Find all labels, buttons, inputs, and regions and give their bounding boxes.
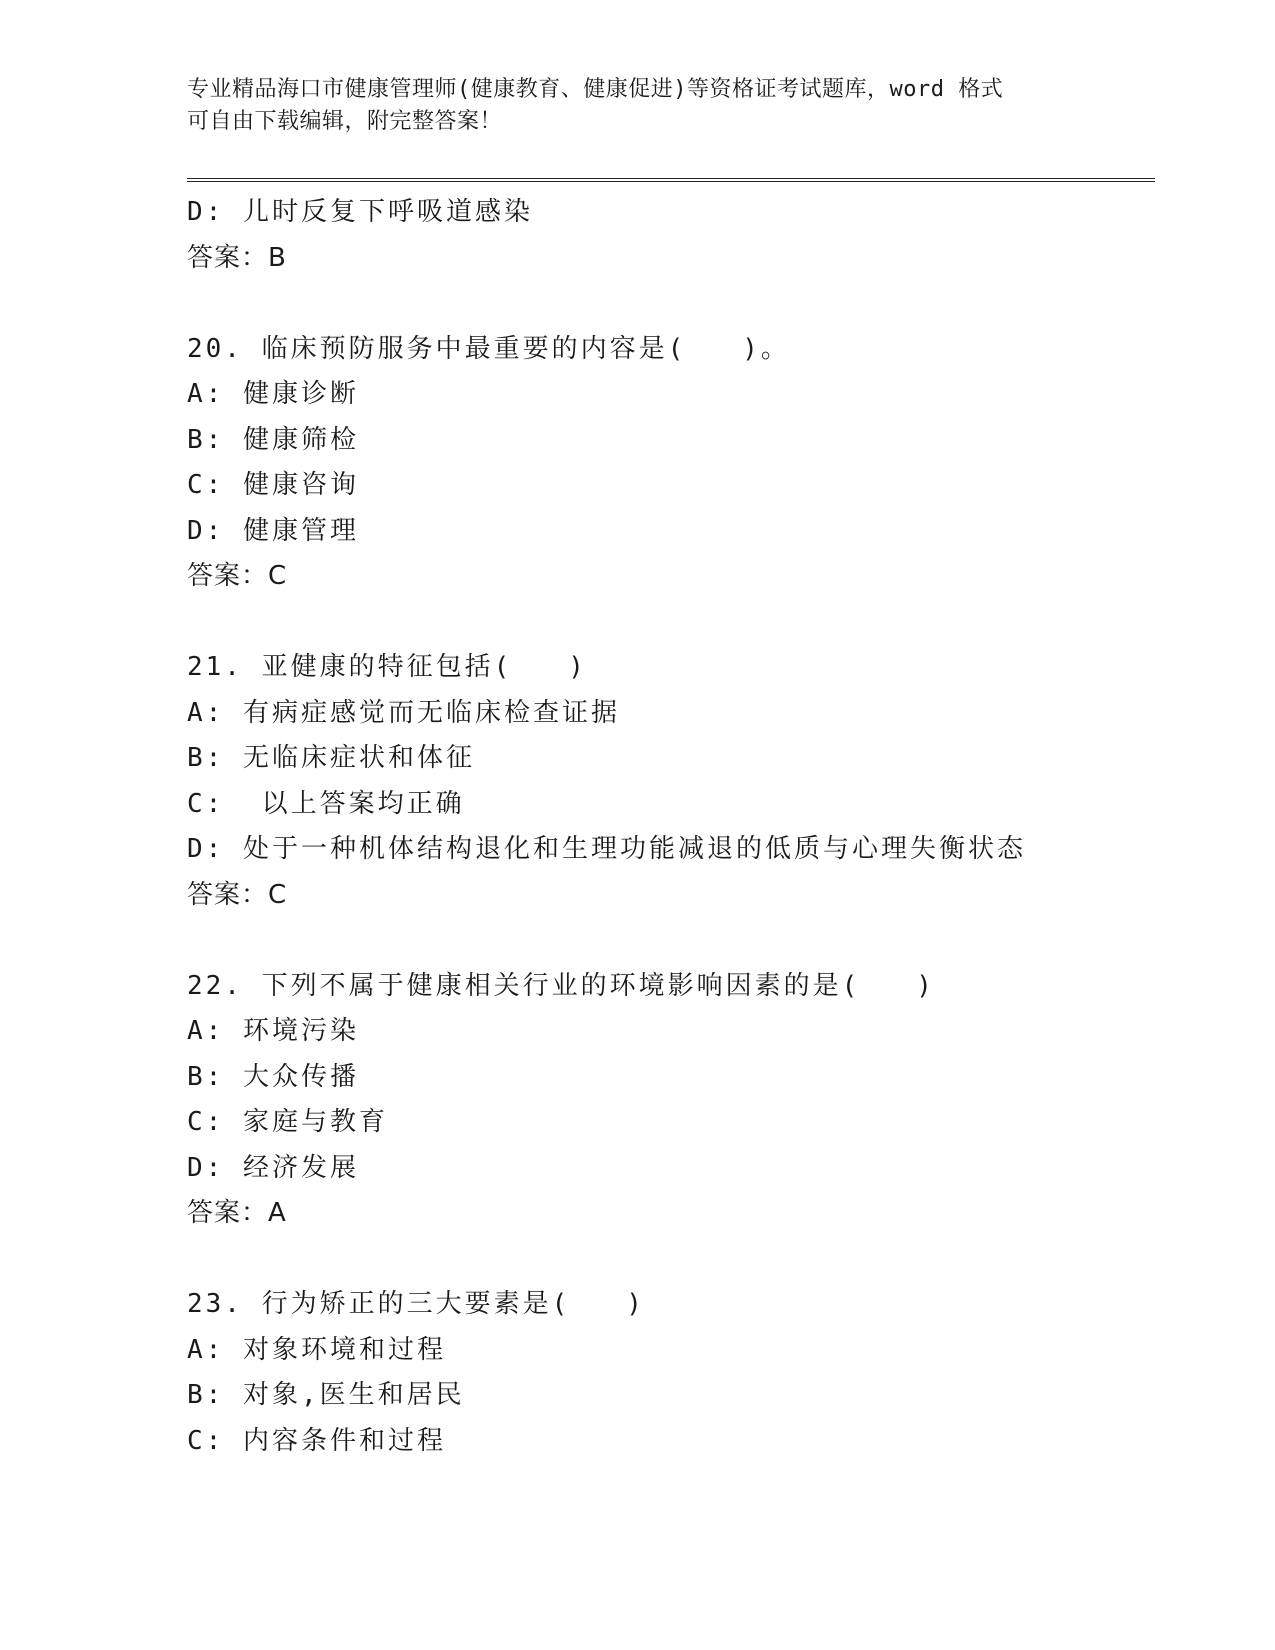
answer: 答案：A bbox=[187, 1198, 287, 1228]
question-22 bbox=[187, 964, 1147, 1237]
option-a: A: 有病症感觉而无临床检查证据 bbox=[187, 697, 620, 728]
option-c: C: 以上答案均正确 bbox=[187, 788, 465, 819]
spacer bbox=[187, 281, 1147, 327]
header-line-1: 专业精品海口市健康管理师(健康教育、健康促进)等资格证考试题库，word 格式 bbox=[187, 77, 1004, 102]
option-c: C: 健康咨询 bbox=[187, 470, 359, 500]
question-stem: 22. 下列不属于健康相关行业的环境影响因素的是( ) bbox=[187, 970, 935, 1001]
spacer bbox=[187, 600, 1147, 646]
question-stem: 20. 临床预防服务中最重要的内容是( )。 bbox=[187, 333, 790, 364]
option-d: D: 儿时反复下呼吸道感染 bbox=[187, 197, 533, 227]
option-b: B: 健康筛检 bbox=[187, 424, 359, 455]
page-header bbox=[187, 74, 1087, 138]
option-b: B: 大众传播 bbox=[187, 1061, 359, 1092]
answer: 答案：C bbox=[187, 879, 288, 910]
question-20 bbox=[187, 327, 1147, 600]
option-b: B: 对象,医生和居民 bbox=[187, 1380, 465, 1410]
answer: 答案：C bbox=[187, 561, 288, 591]
answer: 答案：B bbox=[187, 242, 287, 273]
option-a: A: 对象环境和过程 bbox=[187, 1334, 446, 1365]
spacer bbox=[187, 918, 1147, 964]
question-list bbox=[187, 190, 1147, 1464]
option-d: D: 经济发展 bbox=[187, 1152, 359, 1183]
option-a: A: 环境污染 bbox=[187, 1016, 359, 1046]
option-d: D: 健康管理 bbox=[187, 515, 359, 546]
question-stem: 23. 行为矫正的三大要素是( ) bbox=[187, 1289, 645, 1319]
question-stem: 21. 亚健康的特征包括( ) bbox=[187, 652, 587, 682]
option-d: D: 处于一种机体结构退化和生理功能减退的低质与心理失衡状态 bbox=[187, 834, 1026, 864]
header-divider bbox=[187, 178, 1155, 182]
option-b: B: 无临床症状和体征 bbox=[187, 743, 475, 773]
option-c: C: 内容条件和过程 bbox=[187, 1425, 446, 1456]
previous-question-tail bbox=[187, 190, 1147, 281]
question-21 bbox=[187, 645, 1147, 918]
option-c: C: 家庭与教育 bbox=[187, 1107, 388, 1137]
question-23 bbox=[187, 1282, 1147, 1464]
option-a: A: 健康诊断 bbox=[187, 379, 359, 409]
header-line-2: 可自由下载编辑，附完整答案！ bbox=[187, 109, 503, 134]
spacer bbox=[187, 1237, 1147, 1283]
